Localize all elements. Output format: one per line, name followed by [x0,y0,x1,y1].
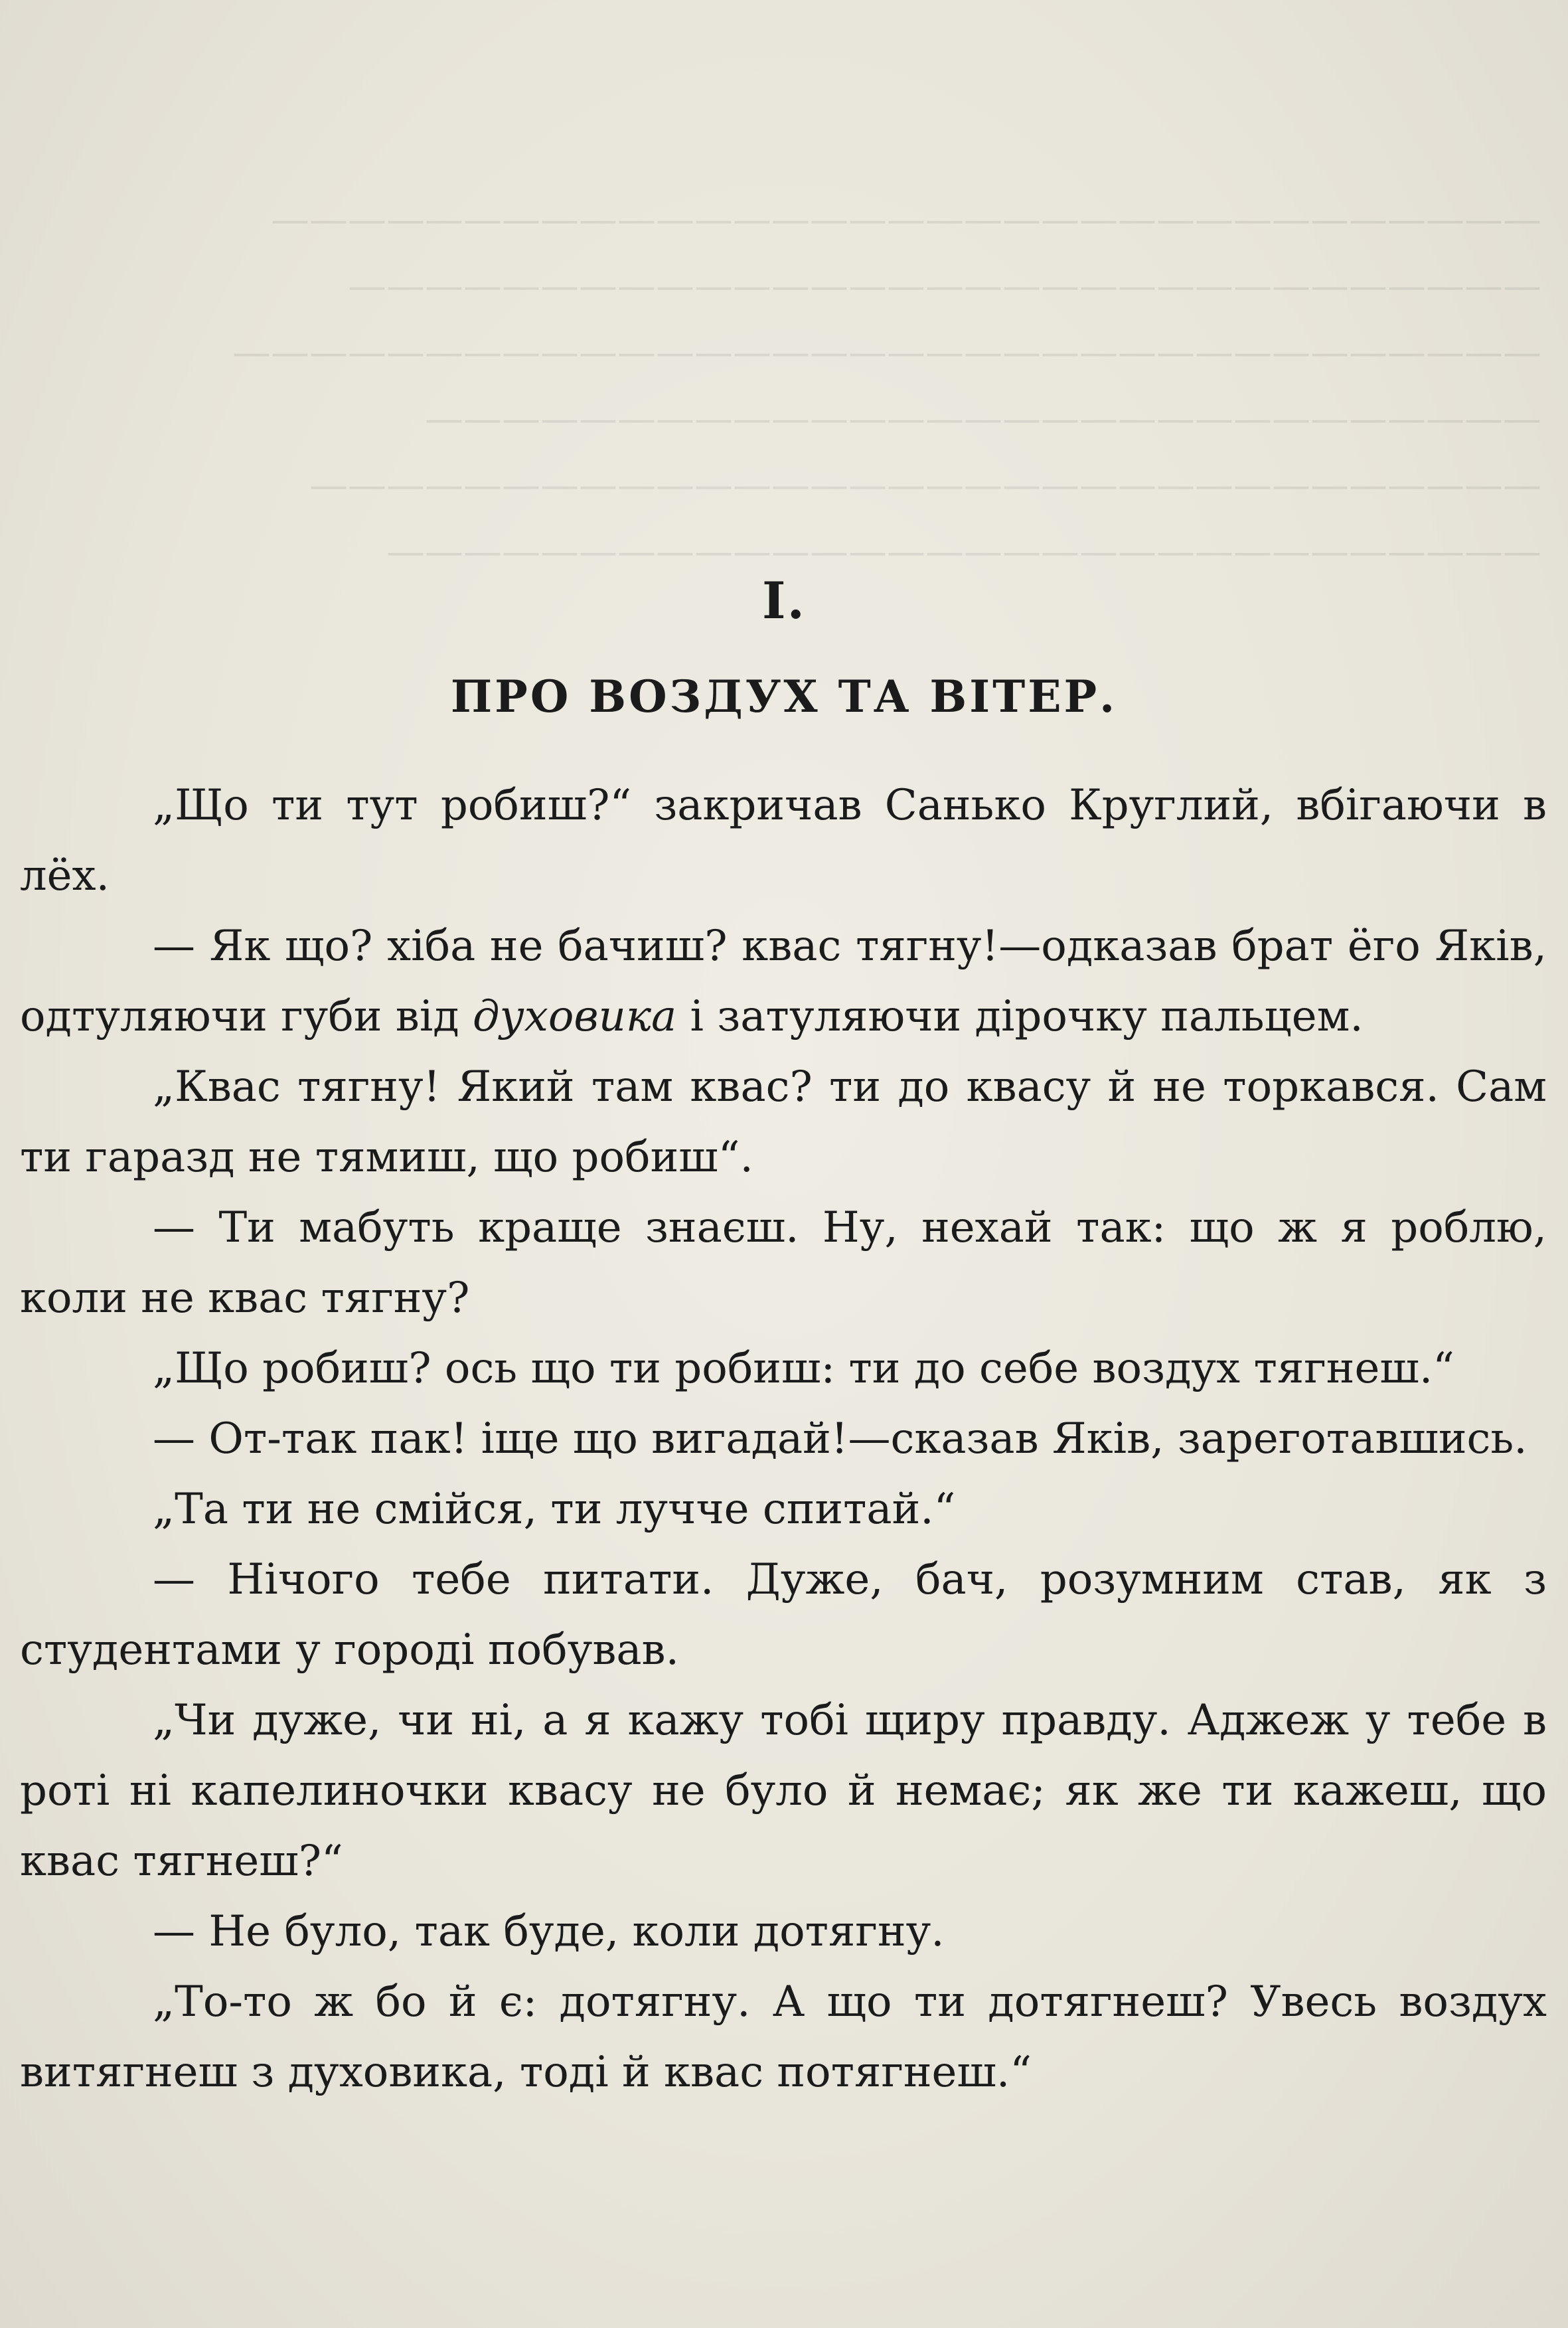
paragraph-text-start: — Як що? хіба не бачиш? квас тягну!—одказав брат ёго Яків, одтуляючи губи від [20,922,1547,1041]
italic-term: духовика [473,992,677,1041]
chapter-title: ПРО ВОЗДУХ ТА ВІТЕР. [450,671,1118,722]
bleed-through-shadow: ————————————————————————————————— ——————————————————————————————— —————————————————————————————————— ————————————————————————————— ———————————————————————————————— —————————————————————————————— [232,197,1541,574]
paragraph [20,911,1547,1052]
paragraph: „Що робиш? ось що ти робиш: ти до себе воздух тягнеш.“ [153,1344,1454,1393]
chapter-number: I. [761,571,806,630]
paragraph: — От-так пак! іще що вигадай!—сказав Яків, зареготавшись. [153,1414,1528,1463]
paragraph: — Ти мабуть краще знаєш. Ну, нехай так: що ж я роблю, коли не квас тягну? [20,1203,1547,1323]
paragraph-text-end: і затуляючи дірочку пальцем. [676,992,1364,1041]
paragraph: „Та ти не смійся, ти лучче спитай.“ [153,1485,956,1534]
paragraph: „Чи дуже, чи ні, а я кажу тобі щиру правду. Аджеж у тебе в роті ні капелиночки квасу не було й немає; як же ти кажеш, що квас тягнеш?“ [20,1696,1547,1886]
paragraph: „Квас тягну! Який там квас? ти до квасу й не торкався. Сам ти гаразд не тямиш, що робиш“. [20,1062,1547,1182]
paragraph: — Нічого тебе питати. Дуже, бач, розумним став, як з студентами у городі побував. [20,1555,1547,1675]
paragraph: „Що ти тут робиш?“ закричав Санько Круглий, вбігаючи в лёх. [20,781,1547,900]
chapter-body [20,770,1547,2108]
paragraph: „То-то ж бо й є: дотягну. А що ти дотягнеш? Увесь воздух витягнеш з духовика, тоді й квас потягнеш.“ [20,1977,1547,2097]
paragraph: — Не було, так буде, коли дотягну. [153,1907,945,1956]
